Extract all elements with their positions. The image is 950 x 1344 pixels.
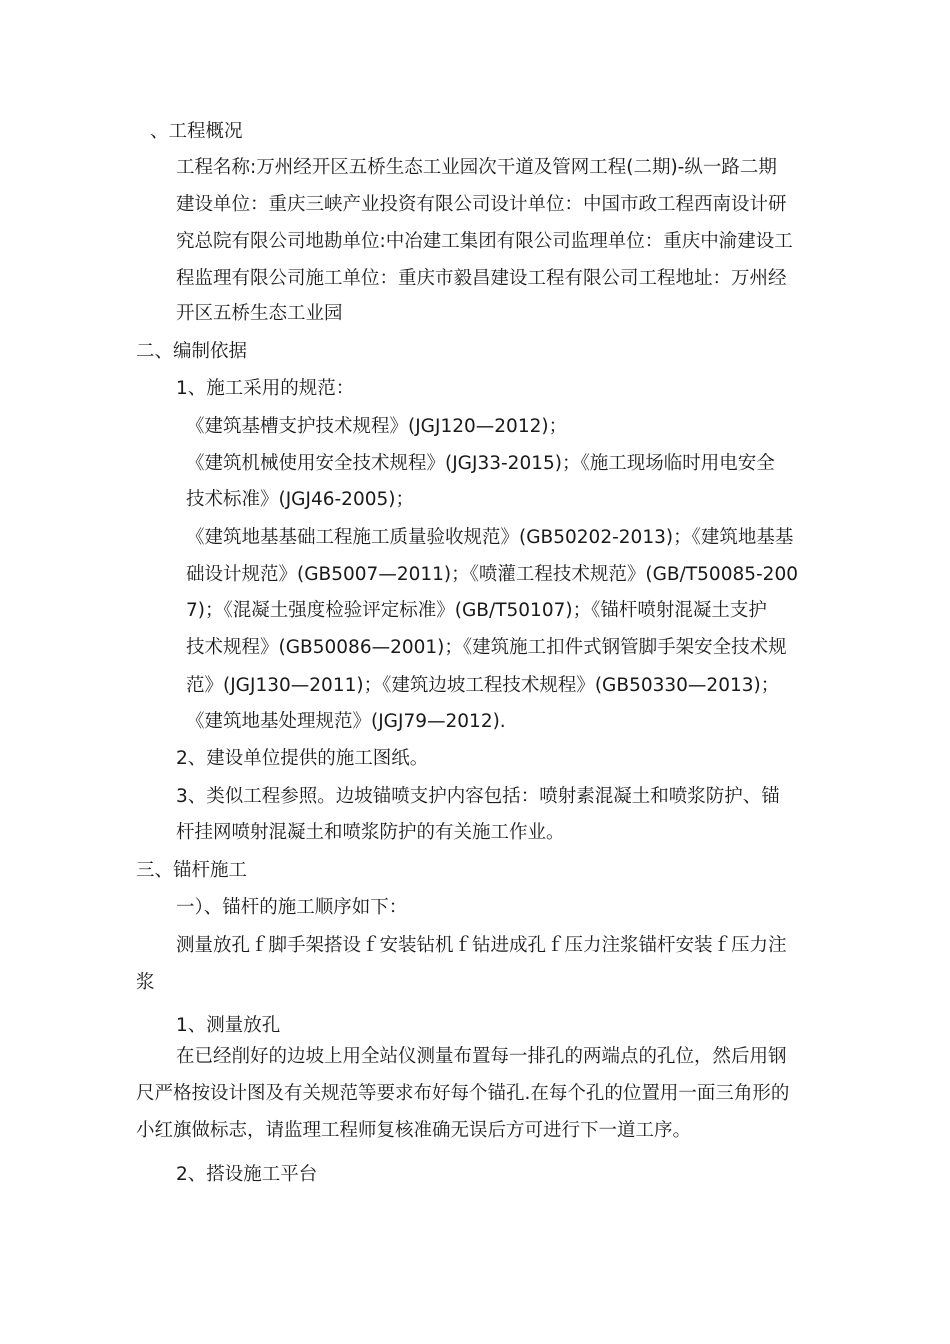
section-heading-3: 三、锚杆施工 [136,860,248,881]
paragraph-line: 建设单位：重庆三峡产业投资有限公司设计单位：中国市政工程西南设计研 [176,194,787,215]
subheading: 2、建设单位提供的施工图纸。 [176,748,429,769]
subheading: 2、搭设施工平台 [176,1164,318,1185]
paragraph-line: 《建筑地基处理规范》(JGJ79—2012). [186,711,506,732]
paragraph-line: 技术标准》(JGJ46-2005)； [186,489,414,510]
paragraph-line: 尺严格按设计图及有关规范等要求布好每个锚孔.在每个孔的位置用一面三角形的 [136,1083,790,1104]
paragraph-line: 范》(JGJ130—2011)；《建筑边坡工程技术规程》(GB50330—2013)； [186,675,780,696]
paragraph-line: 《建筑基槽支护技术规程》(JGJ120—2012)； [186,416,568,437]
paragraph-line: 技术规程》(GB50086—2001)；《建筑施工扣件式钢管脚手架安全技术规 [186,637,787,658]
paragraph-line: 7)；《混凝土强度检验评定标准》(GB/T50107)；《锚杆喷射混凝土支护 [186,600,767,621]
paragraph-line: 程监理有限公司施工单位：重庆市毅昌建设工程有限公司工程地址：万州经 [176,268,787,289]
section-heading-1: 、工程概况 [150,121,243,142]
paragraph-line: 《建筑机械使用安全技术规程》(JGJ33-2015)；《施工现场临时用电安全 [186,453,775,474]
paragraph-line: 《建筑地基基础工程施工质量验收规范》(GB50202-2013)；《建筑地基基 [186,527,794,548]
paragraph-line: 小红旗做标志，请监理工程师复核准确无误后方可进行下一道工序。 [136,1120,692,1141]
subheading: 1、施工采用的规范： [176,378,355,399]
paragraph-line: 3、类似工程参照。边坡锚喷支护内容包括：喷射素混凝土和喷浆防护、锚 [176,786,780,807]
paragraph-line: 浆 [136,972,155,993]
paragraph-line: 工程名称:万州经开区五桥生态工业园次干道及管网工程(二期)-纵一路二期 [176,157,777,178]
subheading: 一）、锚杆的施工顺序如下： [176,897,408,918]
paragraph-line: 在已经削好的边坡上用全站仪测量布置每一排孔的两端点的孔位，然后用钢 [176,1046,787,1067]
paragraph-line: 究总院有限公司地勘单位:中冶建工集团有限公司监理单位：重庆中渝建设工 [176,231,793,252]
paragraph-line: 开区五桥生态工业园 [176,303,343,324]
paragraph-line: 测量放孔ｆ脚手架搭设ｆ安装钻机ｆ钻进成孔ｆ压力注浆锚杆安装ｆ压力注 [176,935,787,956]
paragraph-line: 础设计规范》(GB5007—2011)；《喷灌工程技术规范》(GB/T50085-200 [186,564,798,585]
section-heading-2: 二、编制依据 [136,341,248,362]
paragraph-line: 杆挂网喷射混凝土和喷浆防护的有关施工作业。 [176,822,565,843]
subheading: 1、测量放孔 [176,1015,281,1036]
